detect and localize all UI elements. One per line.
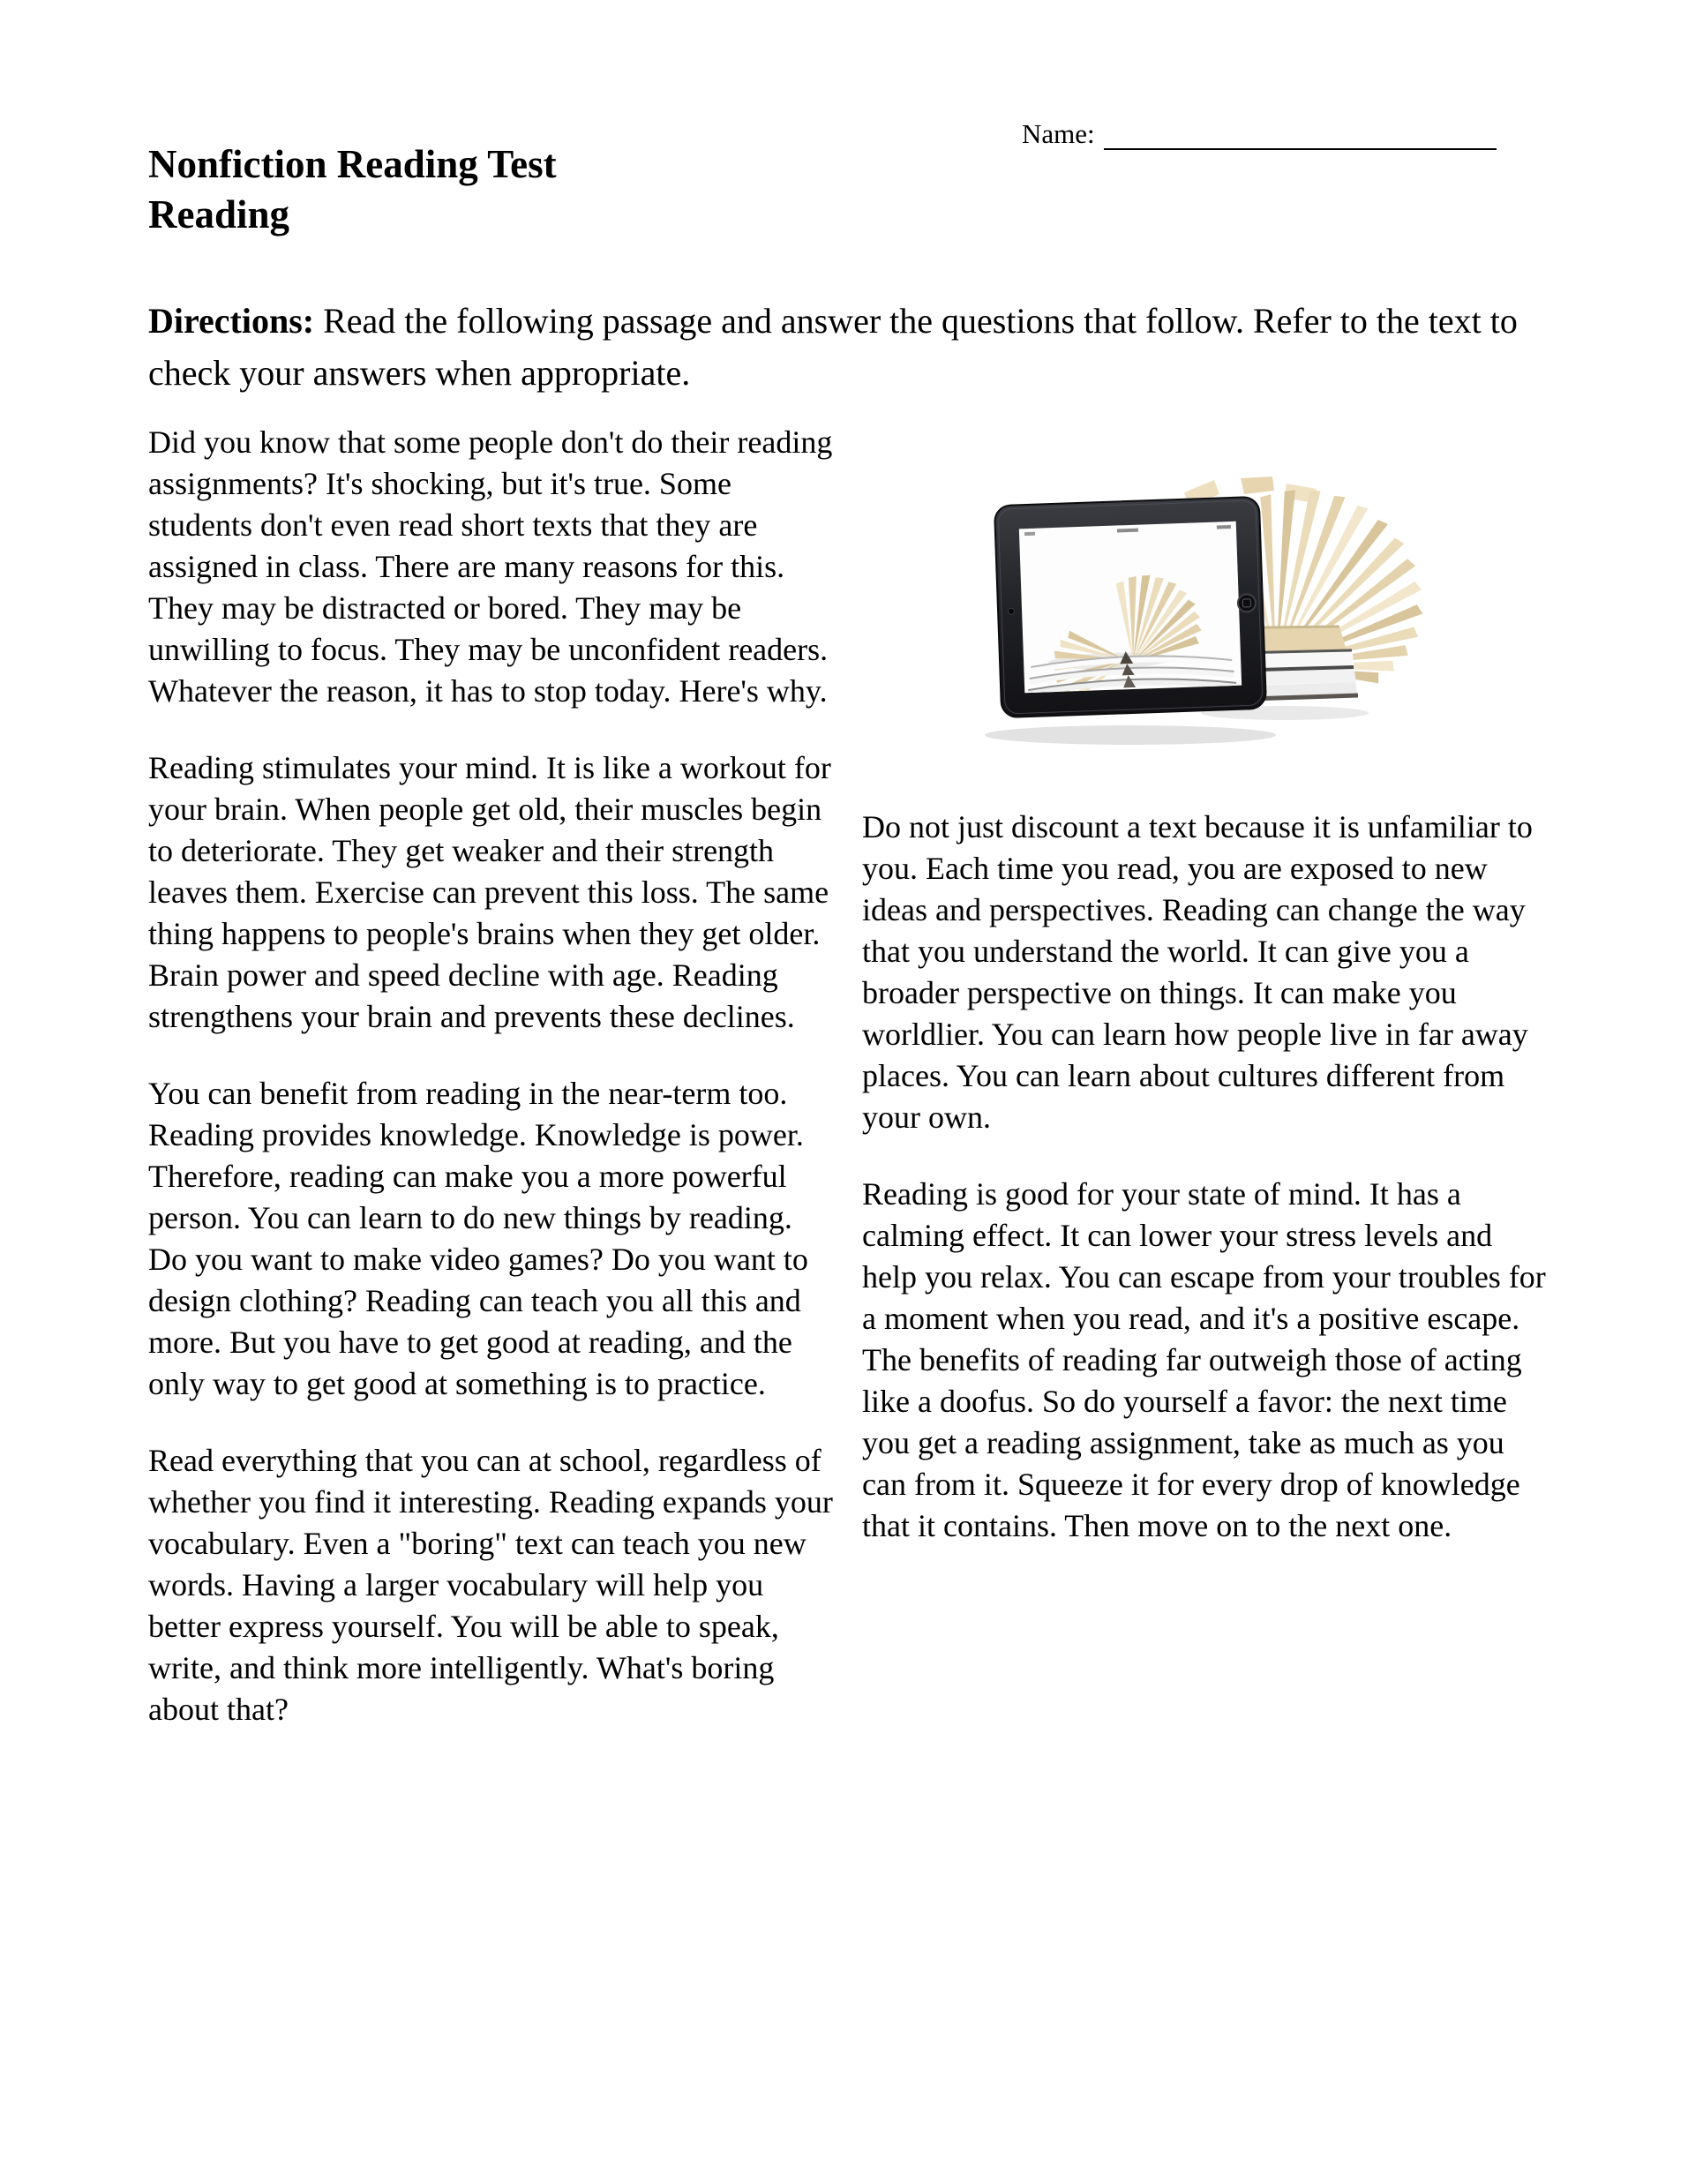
- directions-text: Read the following passage and answer the questions that follow. Refer to the text to check your answers when appropriate.: [148, 301, 1518, 393]
- passage-paragraph-5: Do not just discount a text because it is unfamiliar to you. Each time you read, you are exposed to new ideas and perspectives. Reading can change the way that you understand the world. It can give you a broader perspective on things. It can make you worldlier. You can learn how people live in far away places. You can learn about cultures different from your own.: [862, 809, 1533, 1135]
- passage-paragraph-6: Reading is good for your state of mind. It has a calming effect. It can lower your stress levels and help you relax. You can escape from your troubles for a moment when you read, and it's a positive escape. The benefits of reading far outweigh those of acting like a doofus. So do yourself a favor: the next time you get a reading assignment, take as much as you can from it. Squeeze it for every drop of knowledge that it contains. Then move on to the next one.: [862, 1176, 1546, 1543]
- passage-paragraph-2: Reading stimulates your mind. It is like a workout for your brain. When people get old, their muscles begin to deteriorate. They get weaker and their strength leaves them. Exercise can prevent this loss. The same thing happens to people's brains when they get older. Brain power and speed decline with age. Reading strengthens your brain and prevents these declines.: [148, 750, 831, 1034]
- tablet-shadow: [985, 725, 1276, 745]
- page-title: Nonfiction Reading Test: [148, 142, 557, 186]
- tablet-books-illustration: [976, 477, 1435, 769]
- home-button: [1237, 594, 1256, 612]
- right-column: [862, 422, 1548, 1766]
- passage-paragraph-3: You can benefit from reading in the near-term too. Reading provides knowledge. Knowledge is power. Therefore, reading can make you a more powerful person. You can learn to do new things by reading. Do you want to make video games? Do you want to design clothing? Reading can teach you all this and more. But you have to get good at reading, and the only way to get good at something is to practice.: [148, 1076, 808, 1401]
- title-block: [148, 139, 557, 240]
- name-blank-line: [1104, 118, 1497, 150]
- name-label: Name:: [1022, 118, 1095, 149]
- directions: [148, 295, 1553, 399]
- passage-columns: [148, 422, 1548, 1766]
- left-column: [148, 422, 834, 1766]
- page-subtitle: Reading: [148, 192, 290, 236]
- tablet: [994, 497, 1265, 717]
- directions-label: Directions:: [148, 301, 315, 341]
- name-field-row: [1022, 118, 1497, 150]
- camera-dot: [1008, 608, 1014, 614]
- passage-paragraph-1: Did you know that some people don't do their reading assignments? It's shocking, but it's true. Some students don't even read short texts that they are assigned in class. There are many reasons for this. They may be distracted or bored. They may be unwilling to focus. They may be unconfident readers. Whatever the reason, it has to stop today. Here's why.: [148, 424, 833, 709]
- tablet-books-image: [976, 477, 1435, 769]
- passage-paragraph-4: Read everything that you can at school, regardless of whether you find it interesting. Reading expands your vocabulary. Even a "boring" text can teach you new words. Having a larger vocabulary will help you better express yourself. You will be able to speak, write, and think more intelligently. What's boring about that?: [148, 1443, 833, 1727]
